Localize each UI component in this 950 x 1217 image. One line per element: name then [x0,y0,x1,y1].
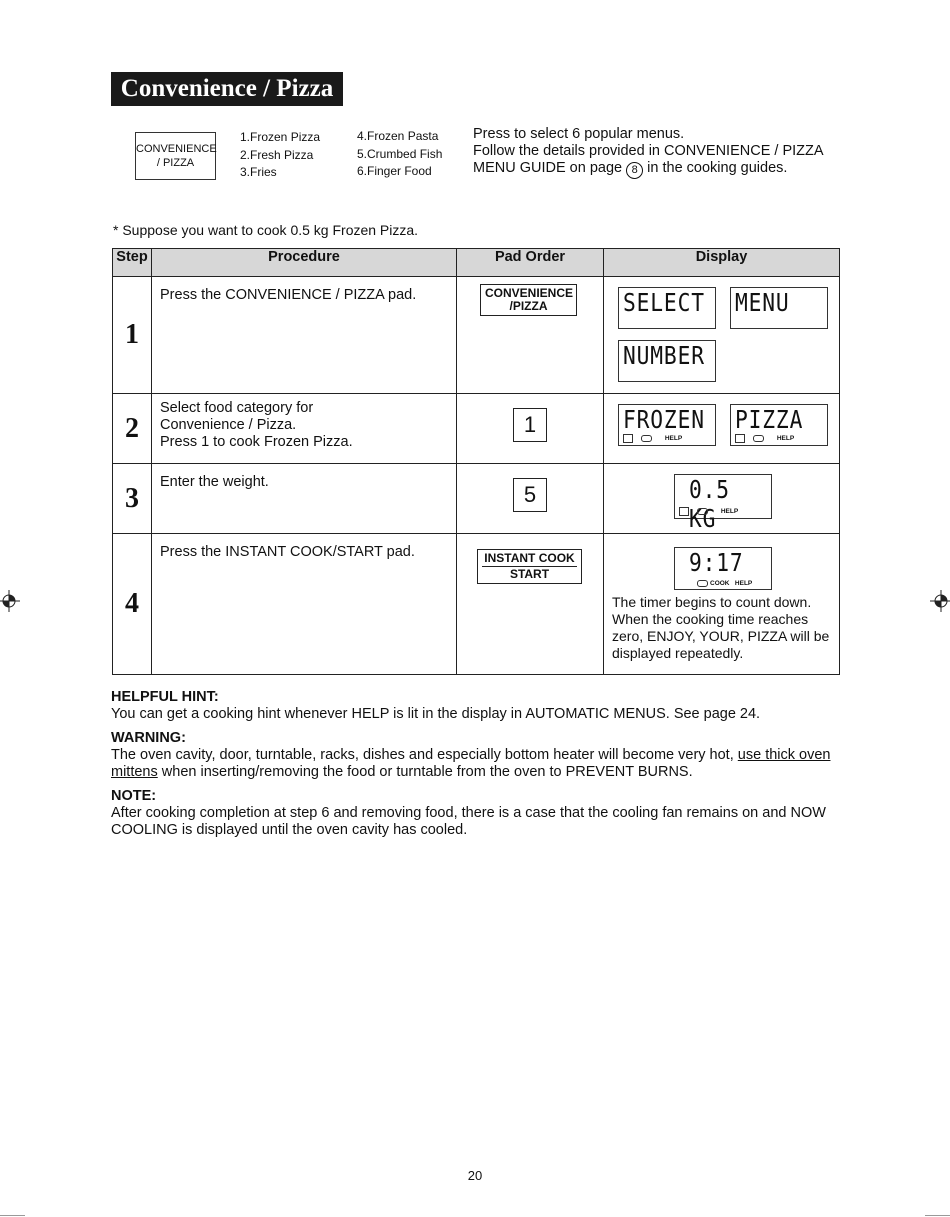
indicator-icon [679,507,689,516]
step-number: 4 [113,534,152,675]
header-display: Display [604,249,840,277]
lcd-display: 0.5 KG HELP [674,474,772,519]
lcd-display: SELECT [618,287,716,329]
indicator-icon [623,434,633,443]
menu-item: 2.Fresh Pizza [240,147,314,162]
pad-order-cell [457,277,604,394]
step-procedure: Press the CONVENIENCE / PIZZA pad. [152,277,457,394]
pad-label-line1: CONVENIENCE [136,143,217,155]
indicator-icon [697,580,708,587]
lcd-display: FROZEN HELP [618,404,716,446]
indicator-icon [641,435,652,442]
page-title: Convenience / Pizza [111,72,343,106]
menu-item: 6.Finger Food [357,164,432,178]
number-key-1: 1 [513,408,547,442]
menu-item: 3.Fries [240,165,277,179]
lcd-display: MENU [730,287,828,329]
note: NOTE: After cooking completion at step 6 and removing food, there is a case that the cooling fan remains on and NOW COOLING is displayed until the oven cavity has cooled. [111,788,826,838]
lcd-display: PIZZA HELP [730,404,828,446]
registration-mark-icon [0,590,20,612]
convenience-pizza-pad-graphic [135,132,216,180]
lcd-display: 9:17 COOK HELP [674,547,772,590]
menu-item: 5.Crumbed Fish [357,146,443,161]
intro-text [473,126,853,179]
table-row [113,464,840,534]
step-number: 3 [113,464,152,534]
menu-item: 4.Frozen Pasta [357,129,439,143]
crop-mark [925,1215,950,1216]
example-note: * Suppose you want to cook 0.5 kg Frozen Pizza. [113,222,419,238]
table-row [113,394,840,464]
crop-mark [0,1215,25,1216]
pad-order-cell [457,394,604,464]
convenience-pizza-button: CONVENIENCE /PIZZA [480,284,577,316]
step-procedure: Select food category for Convenience / Pizza. Press 1 to cook Frozen Pizza. [152,394,457,464]
menu-list-col2 [357,128,442,181]
page-number: 20 [467,1168,483,1183]
step-procedure: Press the INSTANT COOK/START pad. [152,534,457,675]
menu-item: 1.Frozen Pizza [240,130,321,144]
pad-order-cell [457,464,604,534]
display-cell [604,277,840,394]
lcd-display: NUMBER [618,340,716,382]
instant-cook-start-button: INSTANT COOK START [477,549,582,584]
header-step: Step [113,249,152,277]
display-cell [604,464,840,534]
header-procedure: Procedure [152,249,457,277]
indicator-icon [753,435,764,442]
intro-line: MENU GUIDE on page 8 in the cooking guides. [473,160,853,179]
header-pad-order: Pad Order [457,249,604,277]
notes-section [111,689,846,846]
indicator-icon [735,434,745,443]
steps-table [112,248,840,675]
page-ref-circle: 8 [626,162,643,179]
warning: WARNING: The oven cavity, door, turntable, racks, dishes and especially bottom heater will become very hot, use thick oven mittens when inserting/removing the food or turntable from the oven to PREVENT BURNS. [111,730,831,780]
step-number: 1 [113,277,152,394]
step-procedure: Enter the weight. [152,464,457,534]
table-header-row [113,249,840,277]
pad-label-line2: / PIZZA [156,157,195,169]
display-note: The timer begins to count down. When the cooking time reaches zero, ENJOY, YOUR, PIZZA will be displayed repeatedly. [612,594,830,661]
step-number: 2 [113,394,152,464]
number-key-5: 5 [513,478,547,512]
display-cell [604,534,840,675]
helpful-hint: HELPFUL HINT: You can get a cooking hint whenever HELP is lit in the display in AUTOMATIC MENUS. See page 24. [111,689,761,722]
indicator-icon [697,508,708,515]
menu-list-col1 [240,129,320,182]
display-cell [604,394,840,464]
table-row [113,534,840,675]
intro-line: Follow the details provided in CONVENIENCE / PIZZA [473,143,824,159]
registration-mark-icon [930,590,950,612]
pad-order-cell [457,534,604,675]
table-row [113,277,840,394]
intro-line: Press to select 6 popular menus. [473,126,685,142]
